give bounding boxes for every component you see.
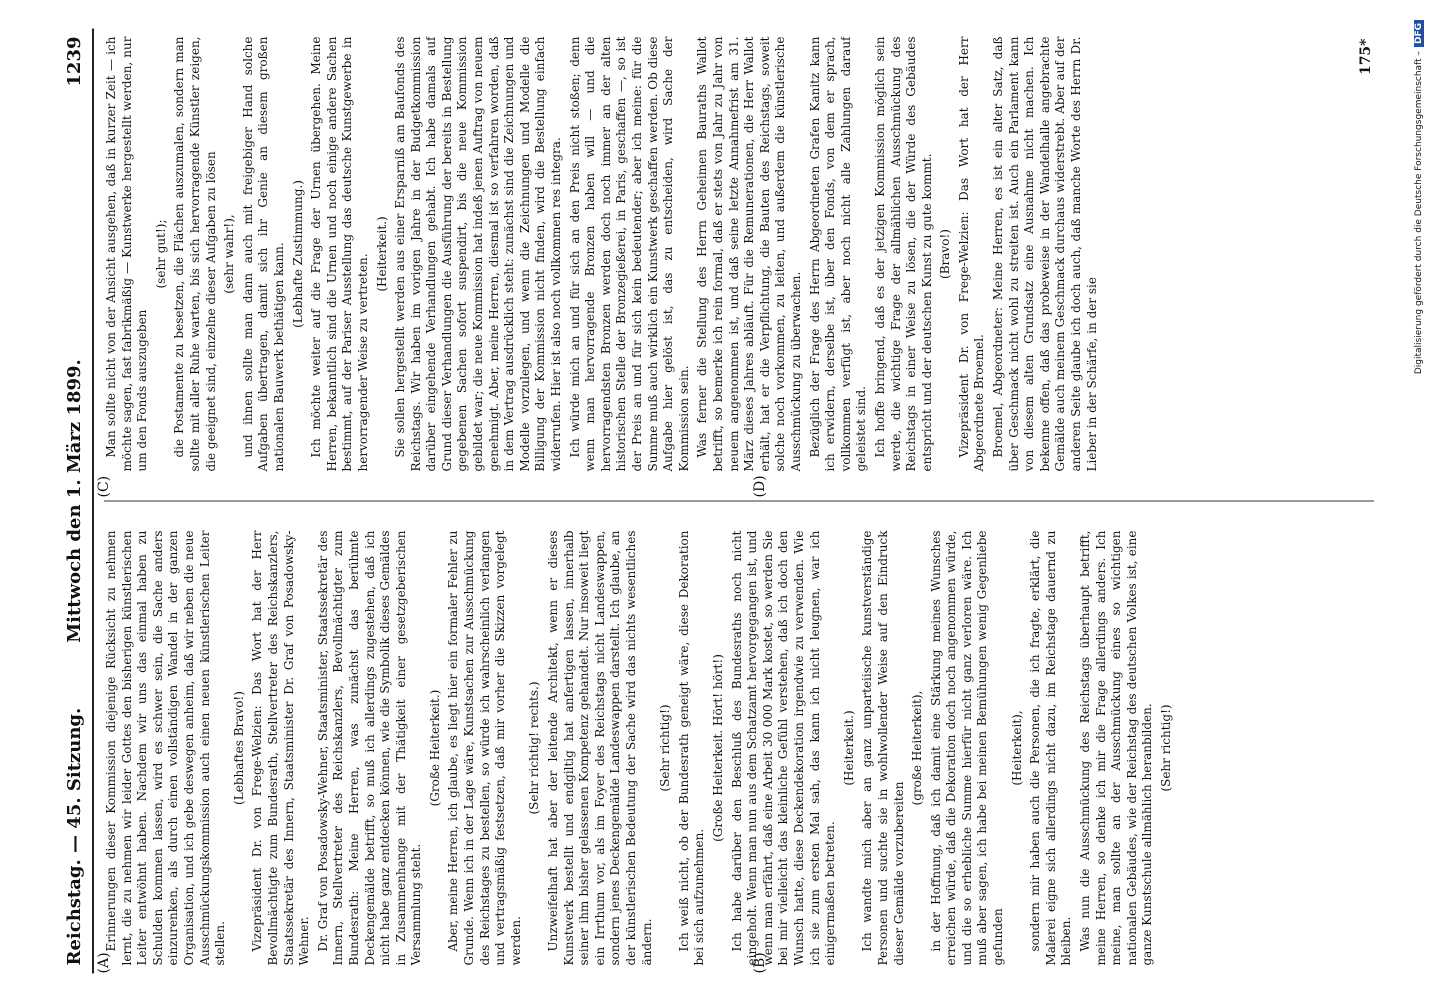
paragraph: (Sehr richtig!) <box>658 703 673 792</box>
paragraph: Aber, meine Herren, ich glaube, es liegt hier ein formaler Fehler zu Grunde. Wenn ich in der Lage wäre, Kunstsachen zur Ausschmückung des Reichstages zu bestellen, so würde ich wahrscheinlich verlangen und vertragsmäßig festsetzen, daß mir vorher die Skizzen vorgelegt werden. <box>446 530 523 965</box>
paragraph: Was ferner die Stellung des Herrn Geheimen Bauraths Wallot betrifft, so bemerke ich rein formal, daß er stets von Jahr zu Jahr von neuem angenommen ist, und daß seine letzte Annahmefrist am 31. März dieses Jahres abläuft. Für die Remunerationen, die Herr Wallot erhält, hat er die Verpflichtung, die Bauten des Reichstags, soweit solche noch vorkommen, zu leiten, und außerdem die künstlerische Ausschmückung zu überwachen. <box>695 36 803 471</box>
paragraph: (sehr wahr!), <box>222 213 237 294</box>
page-number: 1239 <box>64 36 85 87</box>
footer-number: 175* <box>1358 38 1374 75</box>
marker-a: (A) <box>96 951 112 973</box>
paragraph: Ich wandte mich aber an ganz unparteiische kunstverständige Personen und suchte sie in wohlwollender Weise auf den Eindruck dieser Gemälde vorzubereiten <box>860 530 906 965</box>
paragraph: Man sollte nicht von der Ansicht ausgehen, daß in kurzer Zeit — ich möchte sagen, fast fabrikmäßig — Kunstwerke hergestellt werden, nur um den Fonds auszugeben <box>104 36 150 471</box>
paragraph: Bezüglich der Frage des Herrn Abgeordneten Grafen Kanitz kann ich erwidern, derselbe ist, über den Fonds, von dem er sprach, vollkommen verfügt ist, aber noch nicht alle Zahlungen darauf geleistet sind. <box>807 36 869 471</box>
digitization-text: Digitalisierung gefördert durch die Deutsche Forschungsgemeinschaft – <box>1414 51 1424 375</box>
paragraph: Broemel, Abgeordneter: Meine Herren, es ist ein alter Satz, daß über Geschmack nicht wohl zu streiten ist. Auch ein Parlament kann von diesem alten Grundsatz eine Ausnahme nicht machen. Ich bekenne offen, daß das probeweise in der Wandelhalle angebrachte Gemälde auch meinem Geschmack durchaus widerstrebt. Aber auf der anderen Seite glaube ich doch auch, daß manche Worte des Herrn Dr. Lieber in der Schärfe, in der sie <box>991 36 1099 471</box>
column-divider <box>104 500 1374 501</box>
paragraph: (Sehr richtig! rechts.) <box>527 680 542 815</box>
paragraph: Unzweifelhaft hat aber der leitende Architekt, wenn er dieses Kunstwerk bestellt und endgiltig hat anfertigen lassen, innerhalb seiner ihm bisher gelassenen Kompetenz gehandelt. Nur insoweit liegt ein Irrthum vor, als im Foyer des Reichstags nicht Landeswappen, sondern jenes Deckengemälde Landeswappen darstellt. Ich glaube, an der künstlerischen Bedeutung der Sache wird das nichts wesentliches ändern. <box>546 530 654 965</box>
digitization-note <box>1406 10 1432 990</box>
marker-c: (C) <box>96 475 112 497</box>
page-content <box>52 28 1382 973</box>
right-text-column <box>104 36 1374 471</box>
paragraph: in der Hoffnung, daß ich damit eine Stärkung meines Wunsches erreichen würde, daß die Dekoration doch noch angenommen würde, und die so erhebliche Summe hierfür nicht ganz verloren wäre. Ich muß aber sagen, ich habe bei meinen Bemühungen wenig Gegenliebe gefunden <box>928 530 1006 965</box>
paragraph: (Bravo!) <box>938 228 953 279</box>
paragraph: Ich habe darüber den Beschluß des Bundesraths noch nicht eingeholt. Wenn man nun aus dem Schatzamt hervorgegangen ist, und wenn man erfährt, daß eine Arbeit 30 000 Mark kostet, so werden Sie bei mir vielleicht das kleinliche Gefühl verstehen, daß ich doch den Wunsch hatte, diese Deckendekoration irgendwie zu verwenden. Wie ich sie zum ersten Mal sah, das kann ich nicht leugnen, war ich einigermaßen betreten. <box>729 530 838 965</box>
paragraph: die Postamente zu besetzen, die Flächen auszumalen, sondern man sollte mit aller Ruhe warten, bis sich hervorragende Künstler zeigen, die geeignet sind, einzelne dieser Aufgaben zu lösen <box>172 36 218 471</box>
paragraph: (Große Heiterkeit. Hört! hört!) <box>710 653 725 842</box>
scanned-page <box>52 28 1382 973</box>
dfg-logo: DFG <box>1414 20 1424 47</box>
paragraph: (sehr gut!); <box>153 219 168 288</box>
header-left: Reichstag. — 45. Sitzung. <box>64 707 85 965</box>
paragraph: Vizepräsident Dr. von Frege-Welzien: Das Wort hat der Herr Bevollmächtigte zum Bundesrath, Stellvertreter des Reichskanzlers, Staatssekretär des Innern, Staatsminister Dr. Graf von Posadowsky-Wehner. <box>250 530 312 965</box>
paragraph: Ich weiß nicht, ob der Bundesrath geneigt wäre, diese Dekoration bei sich aufzunehmen. <box>676 530 707 965</box>
page-header <box>52 28 94 973</box>
marker-d: (D) <box>752 474 768 497</box>
header-date: Mittwoch den 1. März 1899. <box>64 358 85 643</box>
paragraph: (Große Heiterkeit.) <box>427 689 442 806</box>
paragraph: (Heiterkeit.) <box>374 215 389 292</box>
paragraph: (Heiterkeit), <box>1009 709 1024 786</box>
paragraph: (Lebhaftes Bravo!) <box>231 690 246 805</box>
paragraph: Vizepräsident Dr. von Frege-Welzien: Das Wort hat der Herr Abgeordnete Broemel. <box>956 36 987 471</box>
paragraph: Erinnerungen dieser Kommission diejenige Rücksicht zu nehmen lernt, die zu nehmen wir leider Gottes den bisherigen künstlerischen Leiter entwöhnt haben. Nachdem wir uns das einmal haben zu Schulden kommen lassen, wird es schwer sein, die Sache anders einzurenken, als durch einen vollständigen Wandel in der ganzen Organisation, und ich gebe deswegen anheim, daß wir neben die neue Ausschmückungskommission auch einen neuen künstlerischen Leiter stellen. <box>104 530 228 965</box>
paragraph: Dr. Graf von Posadowsky-Wehner, Staatsminister, Staatssekretär des Innern, Stellvertreter des Reichskanzlers, Bevollmächtigter zum Bundesrath: Meine Herren, was zunächst das berühmte Deckengemälde betrifft, so muß ich allerdings zugestehen, daß ich nicht habe ganz entdecken können, wie die Symbolik dieses Gemäldes in Zusammenhange mit der Thätigkeit einer gesetzgeberischen Versammlung steht. <box>315 530 424 965</box>
paragraph: (Lebhafte Zustimmung.) <box>290 179 305 328</box>
paragraph: Ich hoffe bringend, daß es der jetzigen Kommission möglich sein werde, die wichtige Frage der allmählichen Ausschmückung des Reichstags in einer Weise zu lösen, die der Würde des Gebäudes entspricht und der deutschen Kunst zu gute kommt. <box>872 36 934 471</box>
paragraph: (Heiterkeit.) <box>841 709 856 786</box>
paragraph: Ich möchte weiter auf die Frage der Urnen übergehen. Meine Herren, bekanntlich sind die Urnen und noch einige andere Sachen bestimmt, auf der Pariser Ausstellung das deutsche Kunstgewerbe in hervorragender Weise zu vertreten. <box>309 36 370 471</box>
paragraph: sondern mir haben auch die Personen, die ich fragte, erklärt, die Malerei eigne sich allerdings nicht dazu, im Reichstage dauernd zu bleiben. <box>1028 530 1074 965</box>
paragraph: (große Heiterkeit), <box>910 690 925 805</box>
paragraph: und ihnen sollte man dann auch mit freigebiger Hand solche Aufgaben übertragen, damit sich ihr Genie an diesem großen nationalen Bauwerk bethätigen kann. <box>240 36 286 471</box>
paragraph: Ich würde mich an und für sich an den Preis nicht stoßen; denn wenn man hervorragende Bronzen haben will — und die hervorragendsten Bronzen werden doch noch immer an der alten historischen Stelle der Bronzegießerei, in Paris, geschaffen —, so ist der Preis an und für sich kein bedeutender; aber ich meine: für die Summe muß auch wirklich ein Kunstwerk geschaffen werden. Ob diese Aufgabe hier gelöst ist, das zu entscheiden, wird Sache der Kommission sein. <box>567 36 691 471</box>
paragraph: (Sehr richtig!) <box>1159 703 1173 792</box>
paragraph: Sie sollen hergestellt werden aus einer Ersparniß am Baufonds des Reichstags. Wir haben im vorigen Jahre in der Budgetkommission darüber eingehende Verhandlungen gehabt. Ich habe damals auf Grund dieser Verhandlungen die Ausführung der bereits in Bestellung gegebenen Sachen sofort suspendirt, bis die neue Kommission gebildet war; die neue Kommission hat indeß jenen Auftrag von neuem genehmigt. Aber, meine Herren, diesmal ist so verfahren worden, daß in dem Vertrag ausdrücklich steht: zunächst sind die Zeichnungen und Modelle vorzulegen, und wenn die Zeichnungen und Modelle die Billigung der Kommission nicht finden, wird die Bestellung einfach widerrufen. Hier ist also noch vollkommen res integra. <box>393 36 564 471</box>
marker-b: (B) <box>752 951 768 973</box>
paragraph: Was nun die Ausschmückung des Reichstags überhaupt betrifft, meine Herren, so denke ich mir die Frage allerdings anders. Ich meine, man sollte an der Ausschmückung eines so wichtigen nationalen Gebäudes, wie der Reichstag des deutschen Volkes ist, eine ganze Kunstschule allmählich heranbilden. <box>1078 530 1155 965</box>
left-text-column <box>104 530 1374 965</box>
